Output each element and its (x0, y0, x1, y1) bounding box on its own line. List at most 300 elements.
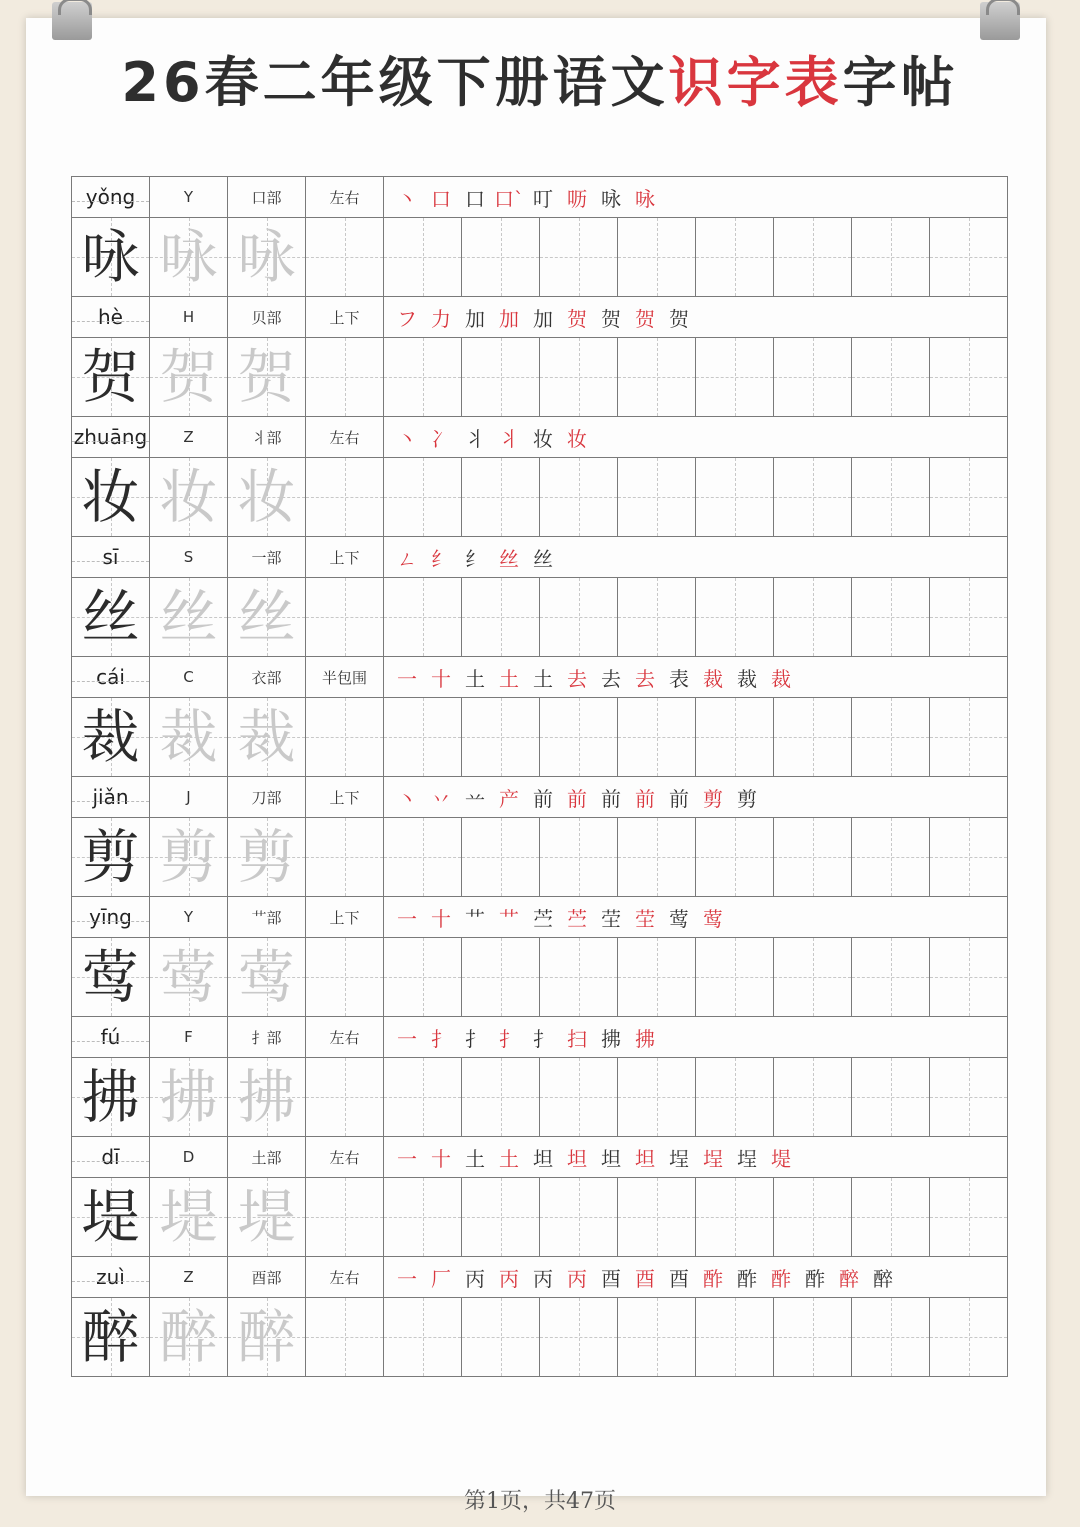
stroke-step: 茔 (635, 906, 655, 931)
stroke-step: 产 (499, 786, 519, 811)
stroke-step: 莺 (703, 906, 723, 931)
structure-label: 左右 (306, 417, 384, 458)
writing-cell[interactable] (774, 818, 852, 897)
writing-cell[interactable] (384, 458, 462, 537)
stroke-step: 丶 (397, 426, 417, 451)
stroke-step: 醉 (839, 1266, 859, 1291)
pinyin-label: cái (72, 657, 150, 698)
stroke-step: 土 (533, 666, 553, 691)
stroke-step: 埕 (703, 1146, 723, 1171)
structure-label: 上下 (306, 897, 384, 938)
trace-character: 裁 (237, 703, 296, 771)
structure-label: 左右 (306, 1257, 384, 1298)
writing-cell[interactable] (696, 218, 774, 297)
writing-cell[interactable] (540, 338, 618, 417)
pinyin-label: zhuāng (72, 417, 150, 458)
practice-row (72, 1298, 1008, 1377)
writing-cell[interactable] (696, 458, 774, 537)
stroke-step: 酉 (601, 1266, 621, 1291)
writing-cell[interactable] (306, 218, 384, 297)
writing-cell[interactable] (306, 458, 384, 537)
writing-cell[interactable] (852, 818, 930, 897)
stroke-step: 纟 (431, 546, 451, 571)
writing-cell[interactable] (306, 1058, 384, 1137)
stroke-step: 酢 (805, 1266, 825, 1291)
page-title (0, 40, 1080, 117)
writing-cell[interactable] (384, 938, 462, 1017)
stroke-step: 丬 (499, 426, 519, 451)
writing-cell[interactable] (384, 578, 462, 657)
stroke-step: 土 (465, 1146, 485, 1171)
stroke-step: 扫 (567, 1026, 587, 1051)
writing-cell[interactable] (852, 1298, 930, 1377)
stroke-step: 埕 (737, 1146, 757, 1171)
practice-row (72, 938, 1008, 1017)
practice-row (72, 218, 1008, 297)
model-character: 妆 (81, 463, 140, 531)
stroke-step: 前 (533, 786, 553, 811)
stroke-step: 艹 (499, 906, 519, 931)
writing-cell[interactable] (930, 578, 1008, 657)
writing-cell[interactable] (696, 338, 774, 417)
writing-cell[interactable] (774, 698, 852, 777)
writing-cell[interactable] (618, 938, 696, 1017)
model-cell (72, 1058, 150, 1137)
stroke-step: 拂 (601, 1026, 621, 1051)
writing-cell[interactable] (930, 218, 1008, 297)
writing-cell[interactable] (774, 578, 852, 657)
stroke-step: 叮 (533, 186, 553, 211)
trace-character: 醉 (237, 1303, 296, 1371)
char-info-row (72, 537, 1008, 578)
trace-cell (228, 818, 306, 897)
writing-cell[interactable] (618, 818, 696, 897)
practice-row (72, 1058, 1008, 1137)
trace-cell (228, 1178, 306, 1257)
writing-cell[interactable] (462, 698, 540, 777)
writing-cell[interactable] (618, 578, 696, 657)
stroke-step: 扌 (465, 1026, 485, 1051)
stroke-step: 裁 (703, 666, 723, 691)
trace-character: 醉 (159, 1303, 218, 1371)
stroke-order-sequence (384, 1017, 1008, 1058)
writing-cell[interactable] (306, 338, 384, 417)
trace-cell (150, 338, 228, 417)
stroke-order-sequence (384, 537, 1008, 578)
stroke-step: 坦 (533, 1146, 553, 1171)
trace-character: 剪 (159, 823, 218, 891)
stroke-step: 前 (669, 786, 689, 811)
stroke-step: 前 (635, 786, 655, 811)
trace-cell (150, 698, 228, 777)
stroke-step: 扌 (431, 1026, 451, 1051)
practice-row (72, 698, 1008, 777)
stroke-step: 䒑 (465, 786, 485, 811)
stroke-step: 十 (431, 906, 451, 931)
stroke-step: 埕 (669, 1146, 689, 1171)
stroke-step: 酢 (737, 1266, 757, 1291)
writing-cell[interactable] (384, 218, 462, 297)
stroke-step: 贺 (635, 306, 655, 331)
writing-cell[interactable] (462, 458, 540, 537)
trace-cell (228, 938, 306, 1017)
stroke-step: 一 (397, 1026, 417, 1051)
stroke-step: 酢 (771, 1266, 791, 1291)
practice-row (72, 338, 1008, 417)
writing-cell[interactable] (696, 1298, 774, 1377)
radical-label: 衣部 (228, 657, 306, 698)
pinyin-label: sī (72, 537, 150, 578)
radical-label: 酉部 (228, 1257, 306, 1298)
writing-cell[interactable] (774, 458, 852, 537)
structure-label: 左右 (306, 1017, 384, 1058)
writing-cell[interactable] (618, 1178, 696, 1257)
char-info-row (72, 297, 1008, 338)
writing-cell[interactable] (540, 698, 618, 777)
stroke-step: 一 (397, 906, 417, 931)
trace-character: 妆 (237, 463, 296, 531)
writing-cell[interactable] (462, 1298, 540, 1377)
radical-label: 贝部 (228, 297, 306, 338)
radical-label: 一部 (228, 537, 306, 578)
stroke-order-sequence (384, 777, 1008, 818)
stroke-step: 去 (567, 666, 587, 691)
writing-cell[interactable] (930, 818, 1008, 897)
writing-cell[interactable] (930, 338, 1008, 417)
pinyin-label: hè (72, 297, 150, 338)
stroke-step: 酢 (703, 1266, 723, 1291)
writing-cell[interactable] (618, 458, 696, 537)
writing-cell[interactable] (618, 698, 696, 777)
initial-letter: J (150, 777, 228, 818)
stroke-step: 一 (397, 666, 417, 691)
title-prefix: 26春二年级下册语文 (121, 51, 669, 114)
trace-cell (228, 1058, 306, 1137)
radical-label: 扌部 (228, 1017, 306, 1058)
trace-cell (228, 578, 306, 657)
pinyin-label: zuì (72, 1257, 150, 1298)
practice-row (72, 458, 1008, 537)
stroke-order-sequence (384, 1137, 1008, 1178)
structure-label: 上下 (306, 537, 384, 578)
stroke-step: 去 (601, 666, 621, 691)
writing-cell[interactable] (618, 1058, 696, 1137)
writing-cell[interactable] (852, 1178, 930, 1257)
writing-cell[interactable] (384, 818, 462, 897)
writing-cell[interactable] (384, 698, 462, 777)
stroke-step: 土 (499, 666, 519, 691)
stroke-step: 土 (465, 666, 485, 691)
page-indicator: 第1页，共47页 (464, 1489, 616, 1514)
stroke-step: 剪 (737, 786, 757, 811)
trace-cell (150, 818, 228, 897)
initial-letter: C (150, 657, 228, 698)
trace-character: 裁 (159, 703, 218, 771)
model-character: 醉 (81, 1303, 140, 1371)
trace-character: 堤 (237, 1183, 296, 1251)
writing-cell[interactable] (930, 1298, 1008, 1377)
stroke-step: 口 (465, 186, 485, 211)
stroke-step: 茔 (601, 906, 621, 931)
model-cell (72, 1298, 150, 1377)
trace-cell (150, 458, 228, 537)
stroke-step: 贺 (669, 306, 689, 331)
title-suffix: 字帖 (842, 51, 959, 114)
writing-cell[interactable] (540, 938, 618, 1017)
writing-cell[interactable] (852, 1058, 930, 1137)
trace-cell (150, 218, 228, 297)
writing-cell[interactable] (540, 1298, 618, 1377)
trace-cell (150, 938, 228, 1017)
writing-cell[interactable] (462, 1058, 540, 1137)
stroke-step: 妆 (533, 426, 553, 451)
model-cell (72, 938, 150, 1017)
initial-letter: H (150, 297, 228, 338)
practice-row (72, 1178, 1008, 1257)
model-cell (72, 338, 150, 417)
writing-cell[interactable] (540, 218, 618, 297)
writing-cell[interactable] (306, 1298, 384, 1377)
writing-cell[interactable] (930, 938, 1008, 1017)
trace-character: 拂 (237, 1063, 296, 1131)
stroke-step: 酉 (635, 1266, 655, 1291)
writing-cell[interactable] (852, 938, 930, 1017)
model-cell (72, 578, 150, 657)
trace-cell (150, 578, 228, 657)
binder-clip-right-icon (980, 2, 1020, 40)
trace-character: 贺 (237, 343, 296, 411)
pinyin-label: yǒng (72, 177, 150, 218)
char-info-row (72, 1257, 1008, 1298)
writing-cell[interactable] (774, 338, 852, 417)
trace-cell (228, 1298, 306, 1377)
stroke-step: 丶 (397, 786, 417, 811)
title-highlight: 识字表 (668, 51, 843, 114)
writing-cell[interactable] (384, 1298, 462, 1377)
char-info-row (72, 1017, 1008, 1058)
char-info-row (72, 177, 1008, 218)
writing-cell[interactable] (774, 1298, 852, 1377)
stroke-step: 贺 (567, 306, 587, 331)
model-cell (72, 1178, 150, 1257)
stroke-step: 加 (499, 306, 519, 331)
stroke-step: 扌 (499, 1026, 519, 1051)
stroke-step: 口 (431, 186, 451, 211)
stroke-step: 丝 (499, 546, 519, 571)
initial-letter: Y (150, 897, 228, 938)
writing-cell[interactable] (540, 578, 618, 657)
trace-character: 妆 (159, 463, 218, 531)
stroke-step: 力 (431, 306, 451, 331)
pinyin-label: jiǎn (72, 777, 150, 818)
radical-label: 丬部 (228, 417, 306, 458)
stroke-step: 苎 (567, 906, 587, 931)
writing-cell[interactable] (852, 338, 930, 417)
trace-character: 丝 (159, 583, 218, 651)
writing-cell[interactable] (774, 1058, 852, 1137)
stroke-step: 丙 (567, 1266, 587, 1291)
binder-clip-left-icon (52, 2, 92, 40)
writing-cell[interactable] (930, 1058, 1008, 1137)
writing-cell[interactable] (774, 218, 852, 297)
stroke-step: 呖 (567, 186, 587, 211)
trace-cell (228, 698, 306, 777)
writing-cell[interactable] (384, 338, 462, 417)
radical-label: 刀部 (228, 777, 306, 818)
stroke-step: 表 (669, 666, 689, 691)
writing-cell[interactable] (462, 818, 540, 897)
stroke-step: 一 (397, 1146, 417, 1171)
structure-label: 半包围 (306, 657, 384, 698)
initial-letter: Y (150, 177, 228, 218)
stroke-step: 加 (465, 306, 485, 331)
stroke-step: 丙 (499, 1266, 519, 1291)
stroke-step: 十 (431, 666, 451, 691)
stroke-step: 丙 (533, 1266, 553, 1291)
stroke-step: 裁 (771, 666, 791, 691)
writing-cell[interactable] (306, 578, 384, 657)
stroke-step: 丶 (397, 186, 417, 211)
writing-cell[interactable] (852, 458, 930, 537)
trace-cell (228, 338, 306, 417)
model-character: 贺 (81, 343, 140, 411)
writing-cell[interactable] (618, 338, 696, 417)
trace-cell (228, 458, 306, 537)
writing-cell[interactable] (930, 1178, 1008, 1257)
stroke-step: 坦 (635, 1146, 655, 1171)
trace-character: 丝 (237, 583, 296, 651)
initial-letter: Z (150, 1257, 228, 1298)
model-cell (72, 698, 150, 777)
writing-cell[interactable] (852, 698, 930, 777)
structure-label: 上下 (306, 777, 384, 818)
writing-cell[interactable] (774, 1178, 852, 1257)
stroke-step: 去 (635, 666, 655, 691)
trace-character: 剪 (237, 823, 296, 891)
char-info-row (72, 897, 1008, 938)
writing-cell[interactable] (696, 1178, 774, 1257)
writing-cell[interactable] (462, 938, 540, 1017)
writing-cell[interactable] (852, 578, 930, 657)
structure-label: 左右 (306, 177, 384, 218)
trace-character: 咏 (159, 223, 218, 291)
model-cell (72, 458, 150, 537)
stroke-step: 坦 (601, 1146, 621, 1171)
model-character: 拂 (81, 1063, 140, 1131)
stroke-step: 土 (499, 1146, 519, 1171)
trace-character: 莺 (237, 943, 296, 1011)
stroke-step: 一 (397, 1266, 417, 1291)
writing-cell[interactable] (696, 578, 774, 657)
writing-cell[interactable] (696, 818, 774, 897)
writing-cell[interactable] (306, 698, 384, 777)
writing-cell[interactable] (384, 1178, 462, 1257)
writing-cell[interactable] (540, 458, 618, 537)
stroke-step: 十 (431, 1146, 451, 1171)
practice-row (72, 578, 1008, 657)
structure-label: 左右 (306, 1137, 384, 1178)
initial-letter: S (150, 537, 228, 578)
radical-label: 口部 (228, 177, 306, 218)
trace-character: 堤 (159, 1183, 218, 1251)
radical-label: 艹部 (228, 897, 306, 938)
model-character: 堤 (81, 1183, 140, 1251)
stroke-step: 厂 (431, 1266, 451, 1291)
stroke-step: 丷 (431, 786, 451, 811)
pinyin-label: dī (72, 1137, 150, 1178)
char-info-row (72, 657, 1008, 698)
trace-character: 贺 (159, 343, 218, 411)
stroke-step: 纟 (465, 546, 485, 571)
stroke-step: 前 (567, 786, 587, 811)
writing-cell[interactable] (696, 1058, 774, 1137)
writing-cell[interactable] (696, 938, 774, 1017)
trace-character: 咏 (237, 223, 296, 291)
writing-cell[interactable] (462, 1178, 540, 1257)
writing-cell[interactable] (540, 818, 618, 897)
writing-cell[interactable] (852, 218, 930, 297)
stroke-step: 苎 (533, 906, 553, 931)
pinyin-label: fú (72, 1017, 150, 1058)
char-info-row (72, 777, 1008, 818)
stroke-step: 醉 (873, 1266, 893, 1291)
writing-cell[interactable] (930, 698, 1008, 777)
writing-cell[interactable] (930, 458, 1008, 537)
copybook-grid (71, 176, 1008, 1377)
stroke-order-sequence (384, 1257, 1008, 1298)
trace-cell (150, 1298, 228, 1377)
radical-label: 土部 (228, 1137, 306, 1178)
stroke-order-sequence (384, 417, 1008, 458)
stroke-step: 莺 (669, 906, 689, 931)
stroke-order-sequence (384, 177, 1008, 218)
writing-cell[interactable] (618, 1298, 696, 1377)
writing-cell[interactable] (384, 1058, 462, 1137)
stroke-step: 加 (533, 306, 553, 331)
writing-cell[interactable] (306, 818, 384, 897)
writing-cell[interactable] (696, 698, 774, 777)
writing-cell[interactable] (462, 338, 540, 417)
stroke-step: 咏 (601, 186, 621, 211)
trace-character: 拂 (159, 1063, 218, 1131)
model-character: 莺 (81, 943, 140, 1011)
stroke-step: 坦 (567, 1146, 587, 1171)
model-character: 剪 (81, 823, 140, 891)
writing-cell[interactable] (462, 218, 540, 297)
writing-cell[interactable] (774, 938, 852, 1017)
writing-cell[interactable] (306, 1178, 384, 1257)
writing-cell[interactable] (618, 218, 696, 297)
stroke-step: 酉 (669, 1266, 689, 1291)
stroke-step: 口` (494, 186, 524, 211)
char-info-row (72, 1137, 1008, 1178)
writing-cell[interactable] (540, 1178, 618, 1257)
practice-row (72, 818, 1008, 897)
writing-cell[interactable] (462, 578, 540, 657)
stroke-step: 丝 (533, 546, 553, 571)
stroke-step: 艹 (465, 906, 485, 931)
trace-character: 莺 (159, 943, 218, 1011)
trace-cell (150, 1058, 228, 1137)
writing-cell[interactable] (540, 1058, 618, 1137)
stroke-step: 拂 (635, 1026, 655, 1051)
initial-letter: D (150, 1137, 228, 1178)
stroke-order-sequence (384, 657, 1008, 698)
writing-cell[interactable] (306, 938, 384, 1017)
stroke-step: 前 (601, 786, 621, 811)
model-character: 丝 (81, 583, 140, 651)
stroke-step: 冫 (431, 426, 451, 451)
